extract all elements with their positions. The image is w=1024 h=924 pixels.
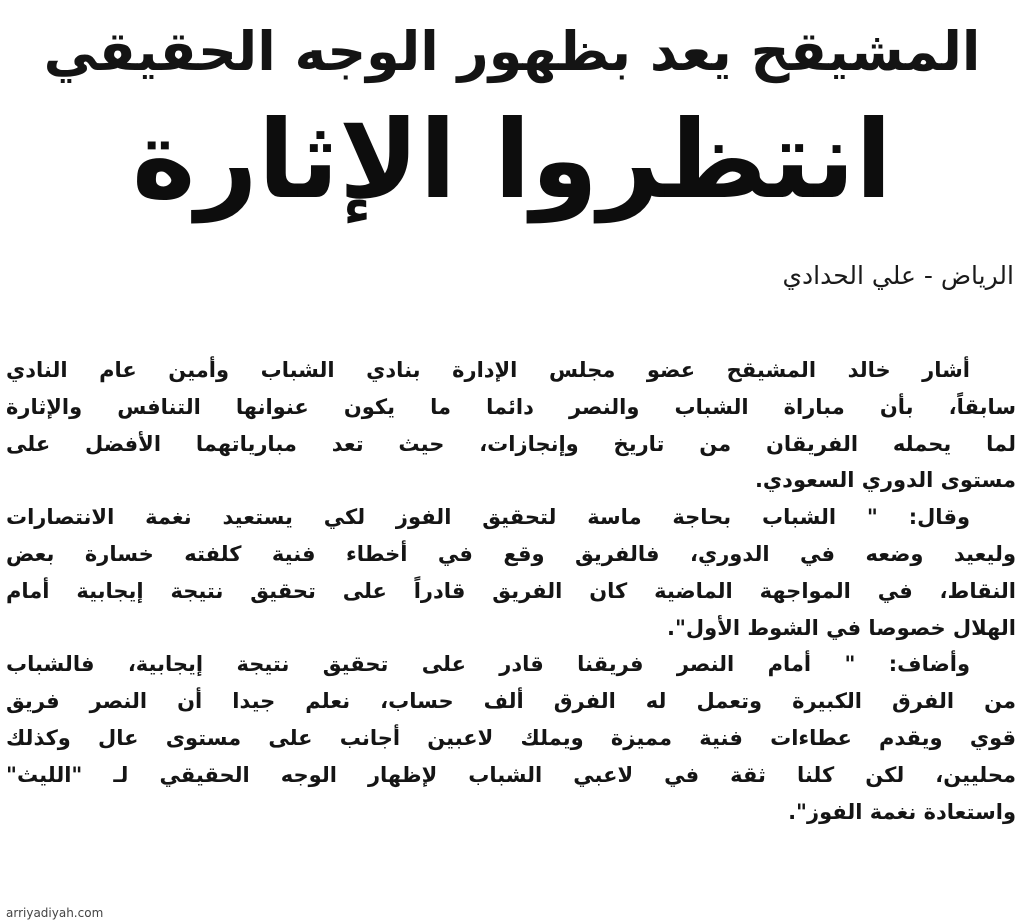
article-body <box>6 352 1016 830</box>
article-subtitle: المشيقح يعد بظهور الوجه الحقيقي <box>43 20 981 83</box>
article-line: واستعادة نغمة الفوز". <box>788 799 1016 824</box>
article-line: وأضاف: " أمام النصر فريقنا قادر على تحقيق نتيجة إيجابية، فالشباب <box>6 652 970 677</box>
article-line: وليعيد وضعه في الدوري، فالفريق وقع في أخطاء فنية كلفته خسارة بعض <box>6 541 1016 566</box>
article-line: مستوى الدوري السعودي. <box>754 468 1016 493</box>
article-line: محليين، لكن كلنا ثقة في لاعبي الشباب لإظهار الوجه الحقيقي لـ "الليث" <box>6 762 1016 787</box>
article-line: وقال: " الشباب بحاجة ماسة لتحقيق الفوز لكي يستعيد نغمة الانتصارات <box>6 505 970 530</box>
source-watermark: arriyadiyah.com <box>6 906 104 920</box>
article-byline: الرياض - علي الحدادي <box>782 261 1014 290</box>
article-line: لما يحمله الفريقان من تاريخ وإنجازات، حيث تعد مبارياتهما الأفضل على <box>6 431 1016 456</box>
article-line: من الفرق الكبيرة وتعمل له الفرق ألف حساب، نعلم جيدا أن النصر فريق <box>6 689 1016 714</box>
article-headline: انتظروا الإثارة <box>131 98 893 223</box>
article-line: قوي ويقدم عطاءات فنية مميزة ويملك لاعبين أجانب على مستوى عال وكذلك <box>6 725 1016 750</box>
article-line: أشار خالد المشيقح عضو مجلس الإدارة بنادي الشباب وأمين عام النادي <box>6 358 970 382</box>
article-line: سابقاً، بأن مباراة الشباب والنصر دائما ما يكون عنوانها التنافس والإثارة <box>6 394 1016 419</box>
article-line: النقاط، في المواجهة الماضية كان الفريق قادراً على تحقيق نتيجة إيجابية أمام <box>6 578 1016 603</box>
article-line: الهلال خصوصا في الشوط الأول". <box>667 615 1016 640</box>
